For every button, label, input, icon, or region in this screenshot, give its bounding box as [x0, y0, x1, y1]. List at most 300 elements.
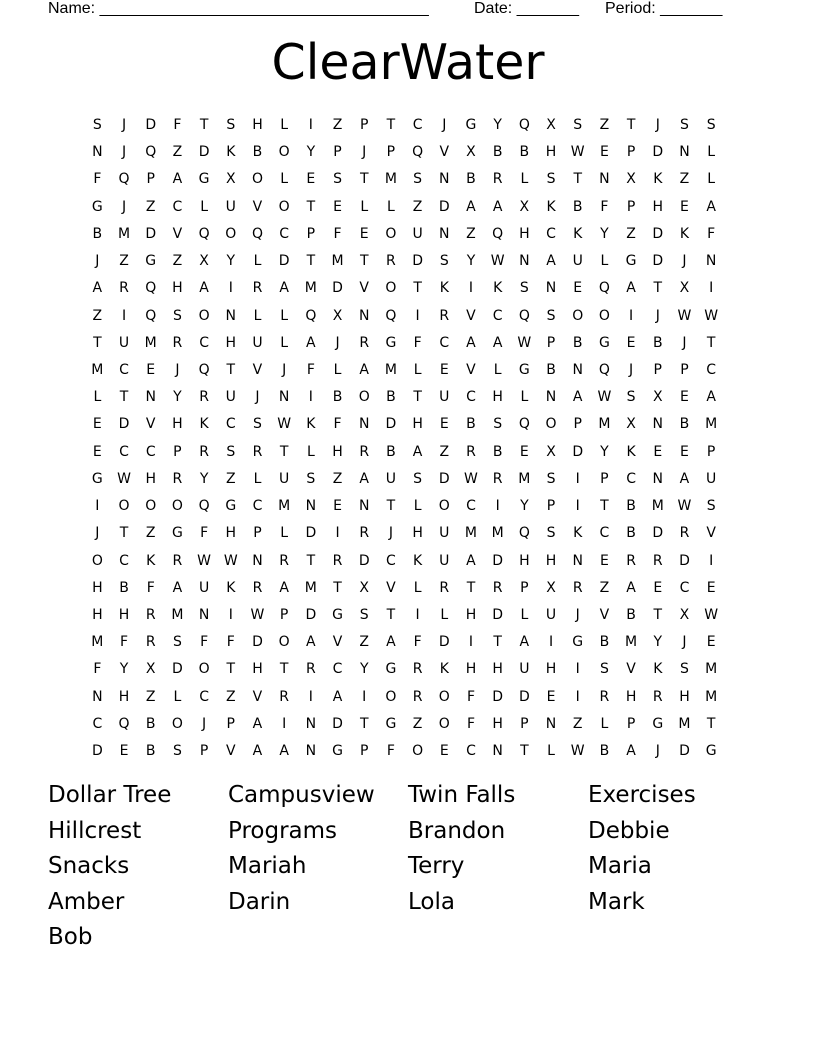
grid-letter: G [332, 743, 343, 760]
grid-letter: D [252, 634, 263, 651]
grid-letter: D [385, 416, 397, 433]
grid-letter: S [493, 416, 503, 433]
grid-letter: E [519, 443, 529, 460]
grid-letter: I [709, 280, 714, 297]
grid-letter: N [278, 389, 290, 406]
grid-letter: B [332, 389, 343, 406]
grid-letter: J [442, 117, 447, 133]
grid-letter: F [386, 743, 395, 760]
grid-letter: F [466, 688, 475, 705]
grid-letter: P [706, 443, 716, 460]
grid-letter: E [359, 225, 369, 242]
grid-letter: X [626, 416, 636, 433]
grid-letter: B [599, 634, 610, 651]
word-bank-item: Bob [48, 924, 93, 950]
grid-letter: M [491, 525, 504, 542]
grid-letter: Z [599, 579, 610, 596]
grid-letter: C [386, 552, 396, 569]
grid-letter: D [679, 552, 690, 569]
grid-letter: L [547, 743, 555, 760]
grid-letter: N [439, 225, 450, 242]
grid-letter: H [92, 606, 103, 623]
grid-letter: H [519, 225, 530, 242]
grid-letter: J [575, 606, 580, 623]
grid-letter: T [199, 117, 209, 133]
grid-letter: E [653, 579, 663, 596]
grid-letter: O [438, 688, 450, 705]
word-bank-item: Debbie [588, 817, 670, 844]
grid-letter: A [466, 334, 476, 351]
grid-letter: Z [225, 470, 236, 487]
grid-letter: M [651, 498, 664, 515]
grid-letter: B [492, 443, 503, 460]
grid-letter: V [252, 198, 263, 215]
grid-letter: X [626, 171, 636, 188]
grid-letter: R [412, 688, 423, 705]
grid-letter: M [598, 416, 611, 433]
grid-letter: N [225, 307, 237, 324]
grid-letter: R [652, 688, 663, 705]
grid-letter: K [439, 280, 449, 297]
grid-letter: O [545, 416, 557, 433]
grid-letter: S [573, 117, 583, 133]
grid-letter: K [439, 661, 449, 678]
grid-letter: A [386, 634, 396, 651]
grid-letter: D [438, 470, 450, 487]
grid-letter: M [91, 361, 104, 378]
grid-letter: C [119, 361, 129, 378]
grid-letter: I [335, 525, 340, 542]
grid-letter: L [93, 389, 102, 406]
grid-letter: H [652, 198, 664, 215]
grid-letter: A [279, 579, 289, 596]
grid-letter: N [599, 171, 610, 188]
grid-letter: A [92, 280, 103, 297]
word-bank-item: Terry [408, 853, 465, 879]
grid-letter: G [385, 334, 397, 351]
grid-letter: A [519, 634, 530, 651]
grid-letter: I [468, 280, 474, 297]
grid-letter: Z [412, 715, 423, 732]
grid-letter: C [145, 443, 156, 460]
grid-letter: H [412, 525, 423, 542]
grid-letter: R [172, 470, 183, 487]
grid-letter: Y [600, 225, 609, 242]
grid-letter: S [226, 443, 236, 460]
grid-letter: Z [225, 688, 236, 705]
grid-letter: E [680, 198, 689, 215]
grid-letter: O [385, 280, 397, 297]
grid-letter: E [680, 389, 689, 406]
grid-letter: O [598, 307, 610, 324]
grid-letter: D [492, 552, 504, 569]
grid-letter: R [492, 470, 503, 487]
grid-letter: T [413, 280, 422, 297]
grid-letter: R [359, 443, 370, 460]
grid-letter: X [679, 280, 690, 297]
grid-letter: W [464, 470, 478, 487]
grid-letter: E [546, 688, 556, 705]
grid-letter: P [626, 144, 636, 161]
grid-letter: T [279, 661, 289, 678]
grid-letter: Q [598, 280, 610, 297]
grid-letter: S [706, 498, 716, 515]
grid-letter: T [119, 525, 129, 542]
grid-letter: B [252, 144, 263, 161]
grid-letter: B [572, 334, 583, 351]
grid-letter: A [172, 579, 183, 596]
grid-letter: F [93, 661, 102, 678]
grid-letter: Z [92, 307, 103, 324]
grid-letter: P [653, 361, 662, 378]
grid-letter: G [198, 171, 210, 188]
grid-letter: S [253, 416, 262, 433]
grid-letter: G [465, 117, 477, 133]
word-bank-item: Dollar Tree [48, 782, 172, 808]
word-bank-item: Twin Falls [408, 782, 516, 808]
grid-letter: W [517, 334, 532, 351]
grid-letter: T [359, 171, 369, 188]
grid-letter: N [652, 416, 664, 433]
grid-letter: M [331, 253, 344, 270]
word-bank-item: Amber [48, 888, 125, 915]
grid-letter: Z [599, 117, 610, 133]
grid-letter: T [386, 117, 396, 133]
grid-letter: J [388, 525, 393, 542]
grid-letter: O [572, 307, 584, 324]
grid-letter: K [306, 416, 316, 433]
grid-letter: T [386, 498, 396, 515]
grid-letter: G [171, 525, 183, 542]
grid-letter: H [545, 661, 557, 678]
grid-letter: L [387, 198, 395, 215]
grid-letter: T [706, 334, 716, 351]
grid-letter: V [626, 661, 636, 678]
grid-letter: P [359, 743, 369, 760]
grid-letter: Z [412, 198, 423, 215]
grid-letter: R [652, 552, 663, 569]
grid-letter: G [332, 606, 343, 623]
word-bank-item: Mariah [228, 853, 307, 879]
grid-letter: A [546, 253, 556, 270]
grid-letter: C [279, 225, 290, 242]
grid-letter: A [572, 389, 583, 406]
grid-letter: G [652, 715, 664, 732]
grid-letter: R [279, 688, 290, 705]
grid-letter: Z [145, 525, 156, 542]
grid-letter: E [439, 416, 449, 433]
grid-letter: W [597, 389, 612, 406]
grid-letter: T [279, 443, 289, 460]
grid-letter: F [466, 715, 475, 732]
grid-letter: U [279, 470, 290, 487]
grid-letter: G [385, 715, 397, 732]
grid-letter: N [92, 688, 103, 705]
grid-letter: U [439, 552, 450, 569]
grid-letter: P [600, 470, 609, 487]
name-field-label: Name: _____________________________________ [48, 0, 429, 17]
grid-letter: F [333, 225, 342, 242]
grid-letter: S [680, 117, 689, 133]
grid-letter: D [652, 225, 664, 242]
grid-letter: L [707, 171, 716, 188]
grid-letter: W [677, 307, 692, 324]
grid-letter: D [679, 743, 690, 760]
grid-letter: X [359, 579, 370, 596]
grid-letter: E [333, 198, 342, 215]
grid-letter: K [626, 443, 636, 460]
grid-letter: P [173, 443, 182, 460]
grid-letter: S [226, 117, 236, 133]
grid-letter: G [518, 361, 530, 378]
grid-letter: U [439, 525, 450, 542]
grid-letter: B [626, 525, 636, 542]
grid-letter: Y [199, 470, 209, 487]
grid-letter: L [440, 606, 449, 623]
grid-letter: A [252, 743, 263, 760]
grid-letter: L [253, 253, 262, 270]
grid-letter: S [172, 743, 182, 760]
grid-letter: K [573, 525, 583, 542]
grid-letter: M [678, 715, 691, 732]
grid-letter: N [652, 470, 664, 487]
grid-letter: R [599, 688, 610, 705]
grid-letter: D [145, 117, 157, 133]
grid-letter: N [519, 253, 530, 270]
grid-letter: E [680, 443, 689, 460]
grid-letter: G [598, 334, 610, 351]
grid-letter: L [600, 715, 609, 732]
grid-letter: X [225, 171, 236, 188]
grid-letter: H [118, 688, 130, 705]
grid-letter: T [493, 634, 502, 651]
grid-letter: I [415, 606, 420, 623]
grid-letter: P [199, 743, 209, 760]
grid-letter: I [495, 498, 500, 515]
grid-letter: Q [118, 715, 130, 732]
grid-letter: D [332, 715, 343, 732]
grid-letter: I [415, 307, 420, 324]
grid-letter: X [519, 198, 530, 215]
grid-letter: P [546, 334, 556, 351]
grid-letter: K [493, 280, 503, 297]
grid-letter: T [626, 117, 636, 133]
grid-letter: V [466, 307, 476, 324]
grid-letter: D [278, 253, 290, 270]
grid-letter: T [226, 661, 236, 678]
grid-letter: M [384, 361, 397, 378]
grid-letter: Y [466, 253, 476, 270]
grid-letter: I [575, 688, 580, 705]
grid-letter: P [626, 198, 636, 215]
grid-letter: I [709, 552, 714, 569]
grid-letter: Z [145, 688, 156, 705]
grid-letter: G [145, 253, 157, 270]
period-field-label: Period: _______ [605, 0, 723, 17]
grid-letter: O [198, 661, 210, 678]
grid-letter: T [333, 579, 342, 596]
grid-letter: N [439, 171, 450, 188]
grid-letter: I [95, 498, 100, 515]
grid-letter: O [278, 144, 290, 161]
grid-letter: L [280, 171, 289, 188]
grid-letter: H [492, 715, 503, 732]
grid-letter: A [626, 743, 636, 760]
grid-letter: O [171, 498, 183, 515]
grid-letter: N [145, 389, 156, 406]
grid-letter: G [91, 470, 103, 487]
grid-letter: T [93, 334, 102, 351]
grid-letter: A [626, 579, 636, 596]
grid-letter: R [252, 443, 263, 460]
grid-letter: N [358, 498, 370, 515]
grid-letter: C [412, 117, 423, 133]
grid-letter: N [92, 144, 103, 161]
grid-letter: H [679, 688, 690, 705]
grid-letter: E [653, 443, 663, 460]
grid-letter: D [492, 606, 504, 623]
grid-letter: P [520, 579, 529, 596]
grid-letter: S [546, 307, 556, 324]
grid-letter: A [279, 280, 289, 297]
grid-letter: U [412, 225, 423, 242]
grid-letter: R [172, 334, 183, 351]
grid-letter: H [252, 117, 263, 133]
grid-letter: P [546, 498, 556, 515]
grid-letter: D [652, 525, 664, 542]
grid-letter: A [679, 470, 690, 487]
grid-letter: L [360, 198, 369, 215]
grid-letter: B [119, 579, 129, 596]
grid-letter: Q [145, 144, 157, 161]
grid-letter: J [95, 253, 100, 270]
grid-letter: P [333, 144, 342, 161]
grid-letter: E [333, 498, 342, 515]
grid-letter: W [570, 743, 585, 760]
grid-letter: N [305, 498, 317, 515]
grid-letter: T [573, 171, 582, 188]
grid-letter: A [706, 389, 716, 406]
grid-letter: E [599, 552, 609, 569]
grid-letter: R [119, 280, 129, 297]
grid-letter: M [705, 661, 718, 678]
grid-letter: V [706, 525, 716, 542]
grid-letter: E [599, 144, 609, 161]
grid-letter: N [305, 715, 317, 732]
grid-letter: I [308, 688, 313, 705]
grid-letter: S [413, 470, 423, 487]
grid-letter: R [466, 443, 476, 460]
grid-letter: G [91, 198, 103, 215]
grid-letter: E [306, 171, 316, 188]
grid-letter: K [199, 416, 209, 433]
grid-letter: R [199, 443, 209, 460]
grid-letter: C [199, 334, 209, 351]
grid-letter: M [464, 525, 478, 542]
grid-letter: R [492, 171, 503, 188]
grid-letter: Q [412, 144, 424, 161]
grid-letter: Q [251, 225, 263, 242]
grid-letter: P [253, 525, 262, 542]
grid-letter: M [304, 579, 317, 596]
grid-letter: I [362, 688, 367, 705]
grid-letter: R [305, 661, 316, 678]
grid-letter: K [573, 225, 583, 242]
grid-letter: L [280, 117, 289, 133]
grid-letter: J [629, 361, 634, 378]
grid-letter: Y [226, 253, 236, 270]
grid-letter: W [250, 606, 265, 623]
grid-letter: T [600, 498, 609, 515]
grid-letter: L [173, 688, 182, 705]
grid-letter: P [146, 171, 155, 188]
grid-letter: I [308, 389, 313, 406]
grid-letter: B [386, 389, 396, 406]
grid-letter: C [706, 361, 717, 378]
grid-letter: H [625, 688, 637, 705]
grid-letter: D [492, 688, 504, 705]
grid-letter: N [545, 280, 557, 297]
grid-letter: D [438, 634, 450, 651]
grid-letter: O [278, 634, 290, 651]
grid-letter: H [545, 552, 557, 569]
grid-letter: P [680, 361, 689, 378]
grid-letter: C [599, 525, 610, 542]
grid-letter: Y [600, 443, 609, 460]
grid-letter: N [572, 552, 583, 569]
grid-letter: J [121, 117, 127, 133]
grid-letter: S [626, 389, 636, 406]
grid-letter: T [306, 198, 316, 215]
grid-letter: I [228, 606, 233, 623]
grid-letter: D [305, 606, 317, 623]
grid-letter: A [466, 198, 476, 215]
grid-letter: A [172, 171, 183, 188]
grid-letter: Q [492, 225, 504, 242]
grid-letter: S [439, 253, 449, 270]
grid-letter: I [575, 661, 580, 678]
grid-letter: M [278, 498, 291, 515]
word-bank-item: Hillcrest [48, 817, 142, 844]
grid-letter: T [653, 280, 663, 297]
grid-letter: L [253, 307, 262, 324]
grid-letter: I [468, 634, 474, 651]
grid-letter: J [255, 389, 260, 406]
grid-letter: H [332, 443, 343, 460]
grid-letter: R [626, 552, 636, 569]
grid-letter: F [200, 634, 209, 651]
grid-letter: T [359, 715, 369, 732]
grid-letter: P [359, 117, 369, 133]
grid-letter: U [118, 334, 130, 351]
grid-letter: X [546, 579, 556, 596]
grid-letter: H [252, 661, 263, 678]
grid-letter: S [599, 661, 609, 678]
grid-letter: L [333, 361, 342, 378]
grid-letter: K [546, 198, 556, 215]
grid-letter: K [679, 225, 690, 242]
grid-letter: K [653, 171, 663, 188]
grid-letter: O [145, 498, 157, 515]
grid-letter: I [228, 280, 233, 297]
grid-letter: L [413, 579, 422, 596]
grid-letter: C [466, 389, 476, 406]
grid-letter: D [145, 225, 157, 242]
grid-letter: B [466, 171, 476, 188]
grid-letter: C [466, 498, 476, 515]
grid-letter: R [145, 606, 156, 623]
grid-letter: C [225, 416, 236, 433]
